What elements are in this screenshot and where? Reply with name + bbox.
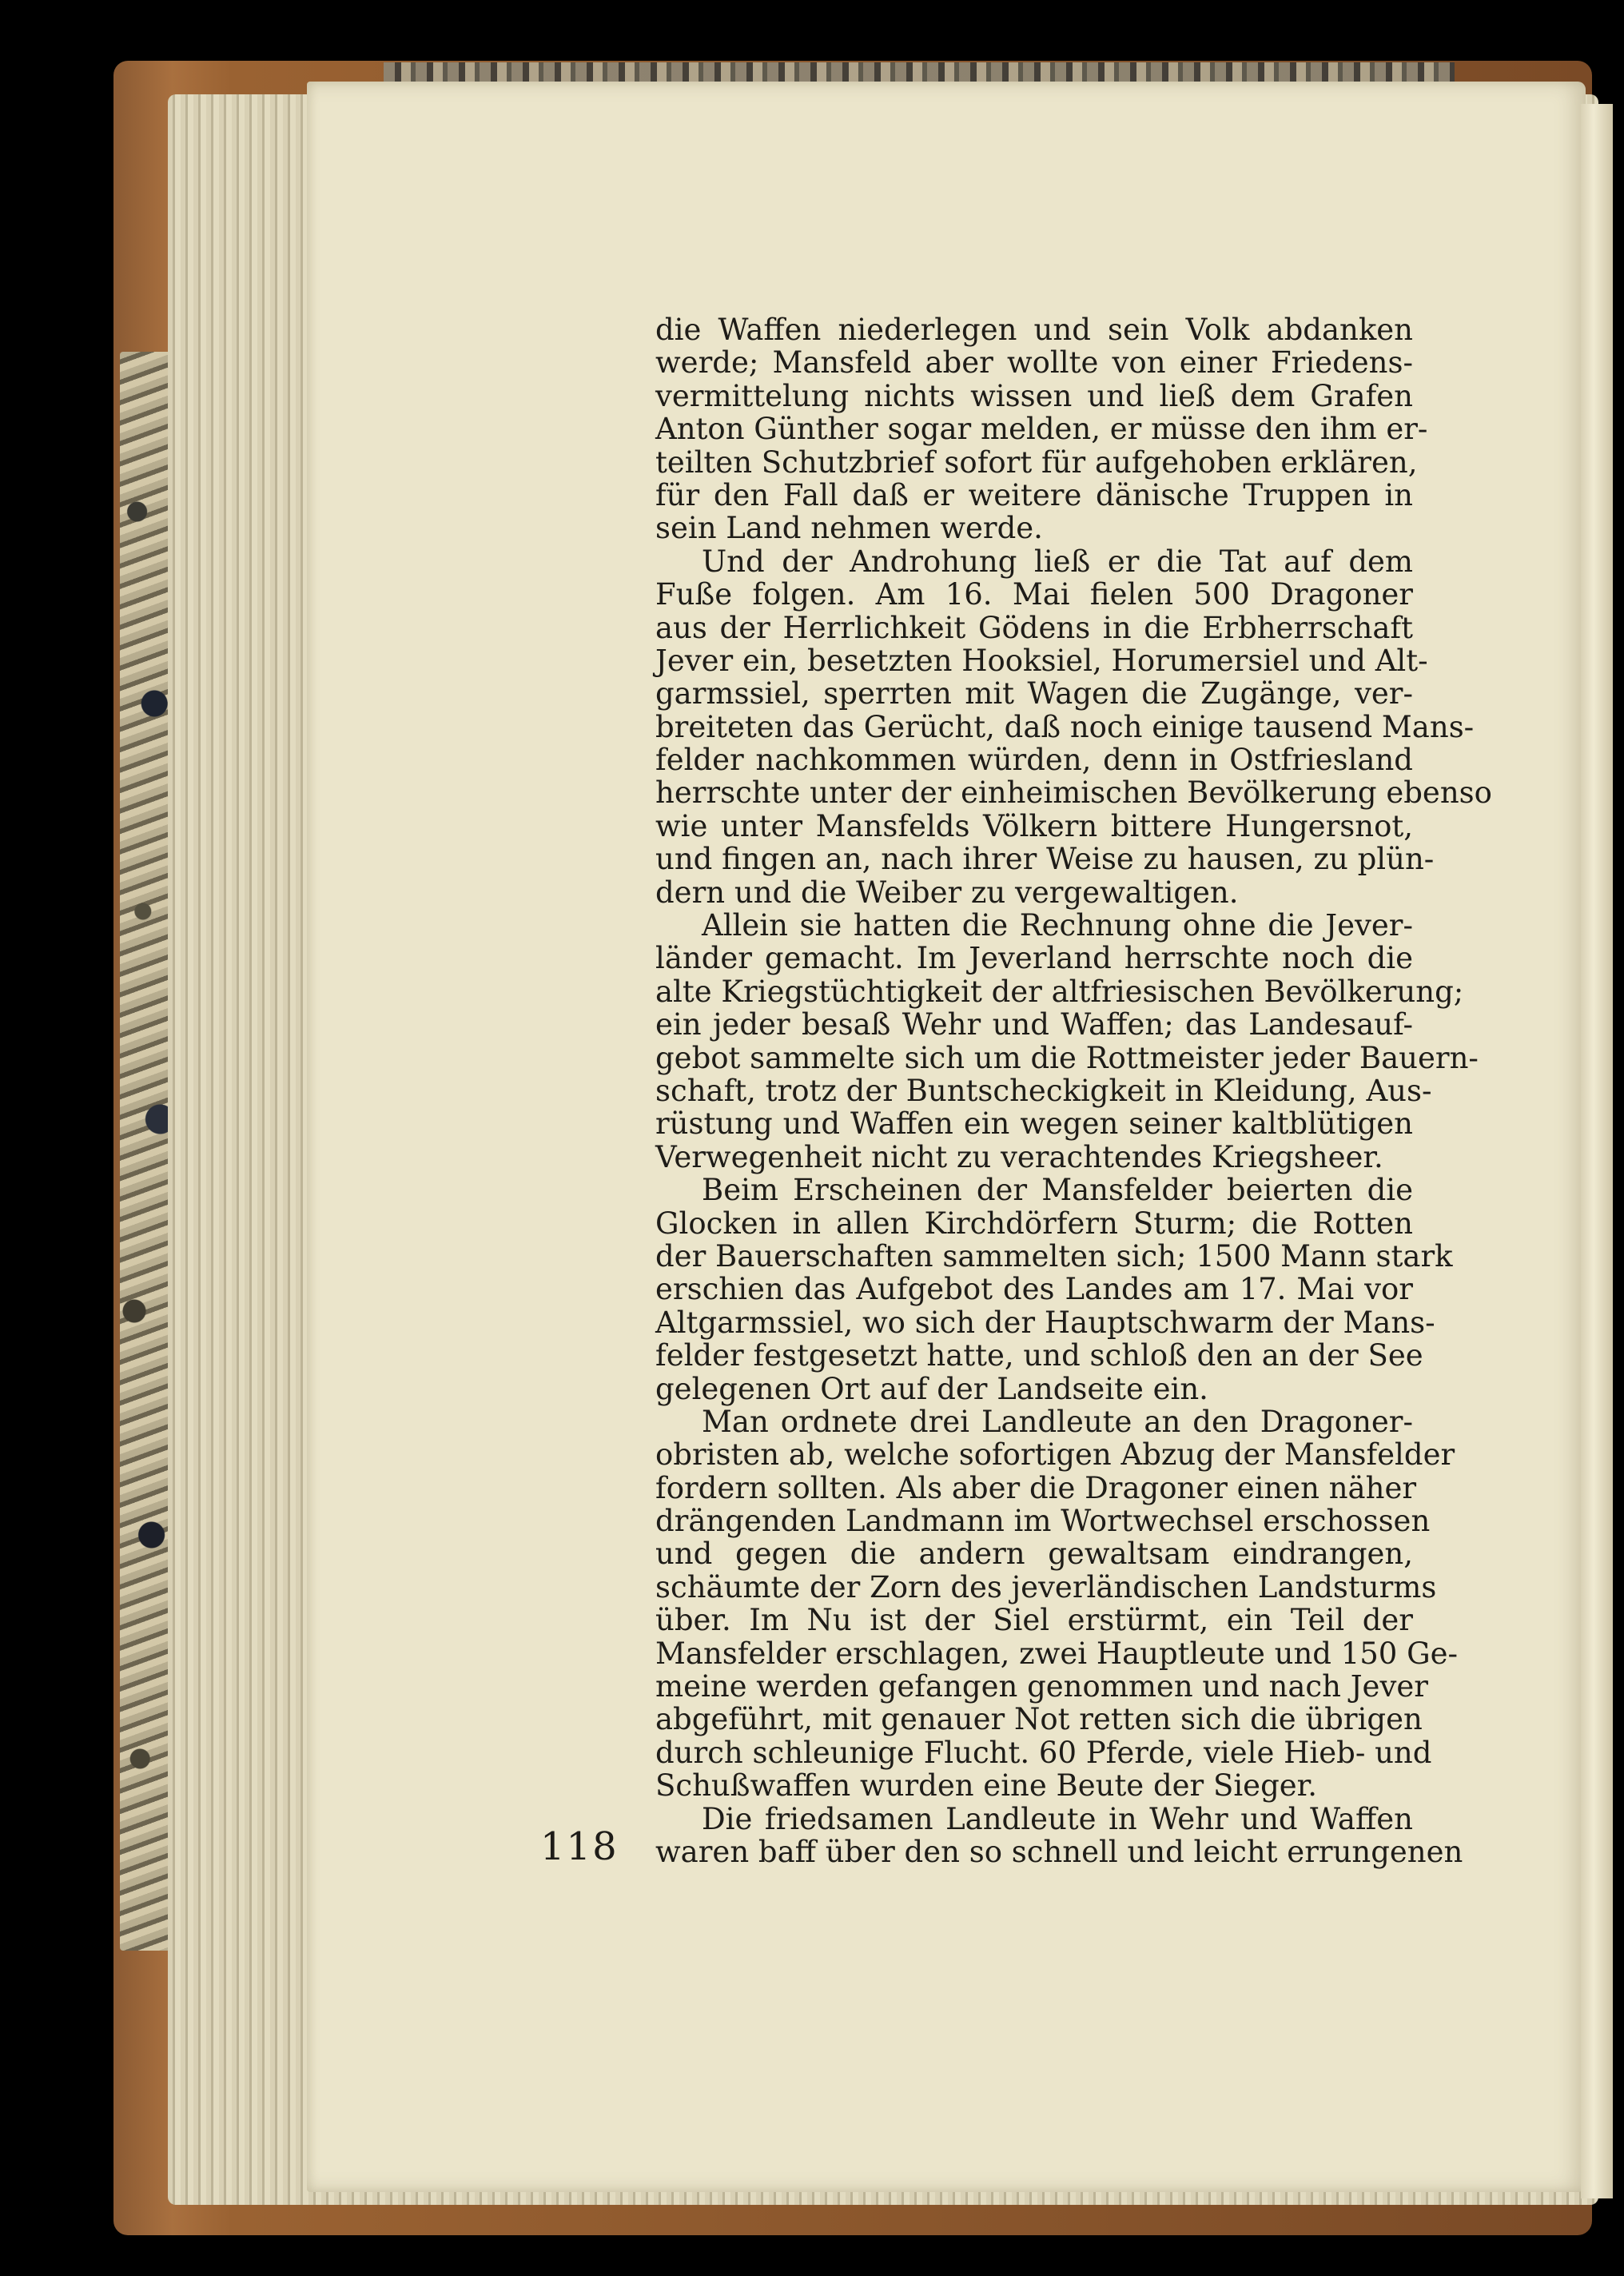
text-line: ein jeder besaß Wehr und Waffen; das Landesauf-	[655, 1007, 1413, 1042]
text-line: Allein sie hatten die Rechnung ohne die Jever-	[702, 908, 1413, 943]
text-line: herrschte unter der einheimischen Bevölkerung ebenso	[655, 775, 1492, 811]
text-line: garmssiel, sperrten mit Wagen die Zugänge, ver-	[655, 676, 1413, 711]
text-line: Und der Androhung ließ er die Tat auf dem	[702, 544, 1413, 579]
text-line: Beim Erscheinen der Mansfelder beierten die	[702, 1173, 1413, 1208]
text-line: meine werden gefangen genommen und nach Jever	[655, 1669, 1428, 1704]
text-line: aus der Herrlichkeit Gödens in die Erbherrschaft	[655, 610, 1413, 645]
page-number: 118	[540, 1824, 619, 1869]
text-line: Jever ein, besetzten Hooksiel, Horumersiel und Alt-	[655, 643, 1428, 678]
text-line: obristen ab, welche sofortigen Abzug der Mansfelder	[655, 1437, 1455, 1473]
facing-page-edge	[1581, 104, 1613, 2198]
text-line: teilten Schutzbrief sofort für aufgehoben erklären,	[655, 444, 1418, 480]
text-line: schäumte der Zorn des jeverländischen Landsturms	[655, 1569, 1437, 1604]
text-line: gebot sammelte sich um die Rottmeister jeder Bauern-	[655, 1040, 1479, 1075]
page-text	[655, 313, 1492, 1869]
text-line: über. Im Nu ist der Siel erstürmt, ein Teil der	[655, 1603, 1413, 1638]
text-line: sein Land nehmen werde.	[655, 511, 1043, 546]
text-line: abgeführt, mit genauer Not retten sich die übrigen	[655, 1702, 1423, 1737]
text-line: waren baff über den so schnell und leicht errungenen	[655, 1834, 1463, 1869]
text-line: Schußwaffen wurden eine Beute der Sieger.	[655, 1768, 1318, 1804]
text-line: und fingen an, nach ihrer Weise zu hausen, zu plün-	[655, 842, 1435, 877]
text-line: drängenden Landmann im Wortwechsel erschossen	[655, 1504, 1431, 1539]
text-line: Anton Günther sogar melden, er müsse den ihm er-	[655, 412, 1428, 447]
text-line: rüstung und Waffen ein wegen seiner kaltblütigen	[655, 1106, 1413, 1142]
text-line: erschien das Aufgebot des Landes am 17. Mai vor	[655, 1272, 1413, 1307]
text-line: gelegenen Ort auf der Landseite ein.	[655, 1371, 1208, 1406]
text-line: und gegen die andern gewaltsam eindrangen,	[655, 1537, 1413, 1572]
text-line: Die friedsamen Landleute in Wehr und Waffen	[702, 1801, 1413, 1836]
text-line: breiteten das Gerücht, daß noch einige tausend Mans-	[655, 709, 1475, 744]
text-line: alte Kriegstüchtigkeit der altfriesischen Bevölkerung;	[655, 974, 1464, 1009]
text-line: durch schleunige Flucht. 60 Pferde, viele Hieb- und	[655, 1735, 1432, 1770]
text-line: schaft, trotz der Buntscheckigkeit in Kleidung, Aus-	[655, 1073, 1432, 1108]
text-line: Fuße folgen. Am 16. Mai fielen 500 Dragoner	[655, 577, 1413, 612]
text-line: Altgarmssiel, wo sich der Hauptschwarm der Mans-	[655, 1305, 1435, 1340]
text-line: fordern sollten. Als aber die Dragoner einen näher	[655, 1470, 1417, 1505]
text-line: felder nachkommen würden, denn in Ostfriesland	[655, 743, 1413, 778]
text-line: werde; Mansfeld aber wollte von einer Friedens-	[655, 345, 1413, 381]
text-line: felder festgesetzt hatte, und schloß den an der See	[655, 1338, 1423, 1373]
text-line: Man ordnete drei Landleute an den Dragoner-	[702, 1404, 1413, 1439]
text-line: vermittelung nichts wissen und ließ dem Grafen	[655, 378, 1413, 413]
text-line: Verwegenheit nicht zu verachtendes Kriegsheer.	[655, 1139, 1383, 1174]
text-line: für den Fall daß er weitere dänische Truppen in	[655, 477, 1413, 512]
text-line: dern und die Weiber zu vergewaltigen.	[655, 875, 1239, 910]
text-line: Glocken in allen Kirchdörfern Sturm; die Rotten	[655, 1206, 1413, 1241]
text-line: länder gemacht. Im Jeverland herrschte noch die	[655, 941, 1413, 976]
text-line: der Bauerschaften sammelten sich; 1500 Mann stark	[655, 1238, 1453, 1274]
text-line: wie unter Mansfelds Völkern bittere Hungersnot,	[655, 808, 1413, 843]
text-line: Mansfelder erschlagen, zwei Hauptleute und 150 Ge-	[655, 1636, 1459, 1671]
text-line: die Waffen niederlegen und sein Volk abdanken	[655, 313, 1413, 347]
